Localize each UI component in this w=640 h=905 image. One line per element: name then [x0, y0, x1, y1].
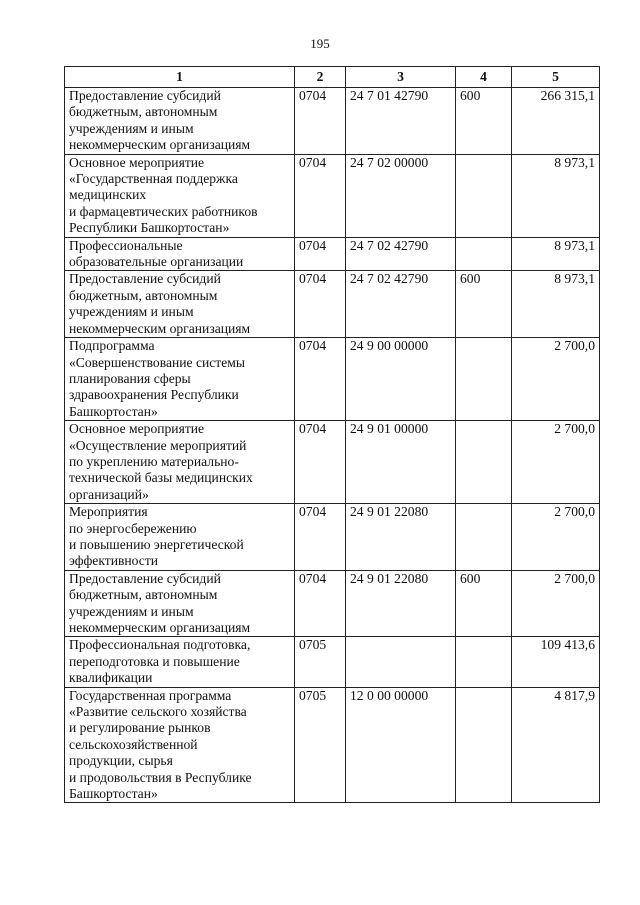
table-row: [65, 338, 600, 421]
row-name: Мероприятия по энергосбережению и повышению энергетической эффективности: [65, 504, 295, 571]
row-amount: 109 413,6: [512, 637, 600, 687]
row-section: 0704: [295, 154, 346, 237]
row-target-item: [346, 637, 456, 687]
row-amount: 2 700,0: [512, 570, 600, 637]
page-number: 195: [310, 36, 330, 51]
row-target-item: 24 9 01 22080: [346, 570, 456, 637]
row-target-item: 24 7 02 42790: [346, 271, 456, 338]
table-row: [65, 570, 600, 637]
row-expense-type: [456, 637, 512, 687]
row-expense-type: [456, 338, 512, 421]
row-name: Предоставление субсидий бюджетным, автономным учреждениям и иным некоммерческим организациям: [65, 88, 295, 155]
row-amount: 8 973,1: [512, 154, 600, 237]
column-header-expense-type: 4: [456, 67, 512, 88]
row-amount: 2 700,0: [512, 338, 600, 421]
row-name: Профессиональная подготовка, переподготовка и повышение квалификации: [65, 637, 295, 687]
row-amount: 2 700,0: [512, 421, 600, 504]
column-header-amount: 5: [512, 67, 600, 88]
table-row: [65, 154, 600, 237]
row-expense-type: [456, 687, 512, 803]
budget-table: [64, 66, 600, 803]
row-name: Профессиональные образовательные организации: [65, 237, 295, 271]
table-row: [65, 421, 600, 504]
table-row: [65, 88, 600, 155]
row-section: 0704: [295, 570, 346, 637]
row-section: 0704: [295, 338, 346, 421]
row-target-item: 24 9 00 00000: [346, 338, 456, 421]
row-amount: 4 817,9: [512, 687, 600, 803]
column-header-section: 2: [295, 67, 346, 88]
row-expense-type: [456, 504, 512, 571]
row-section: 0704: [295, 421, 346, 504]
row-amount: 8 973,1: [512, 237, 600, 271]
row-expense-type: 600: [456, 271, 512, 338]
row-amount: 8 973,1: [512, 271, 600, 338]
row-amount: 266 315,1: [512, 88, 600, 155]
row-target-item: 12 0 00 00000: [346, 687, 456, 803]
row-expense-type: [456, 237, 512, 271]
row-target-item: 24 7 01 42790: [346, 88, 456, 155]
column-header-name: 1: [65, 67, 295, 88]
table-header-row: [65, 67, 600, 88]
row-target-item: 24 9 01 22080: [346, 504, 456, 571]
table-row: [65, 637, 600, 687]
table-row: [65, 271, 600, 338]
row-section: 0704: [295, 271, 346, 338]
row-name: Предоставление субсидий бюджетным, автономным учреждениям и иным некоммерческим организациям: [65, 570, 295, 637]
row-target-item: 24 7 02 42790: [346, 237, 456, 271]
row-name: Подпрограмма «Совершенствование системы планирования сферы здравоохранения Республики Башкортостан»: [65, 338, 295, 421]
row-section: 0705: [295, 687, 346, 803]
row-amount: 2 700,0: [512, 504, 600, 571]
row-target-item: 24 9 01 00000: [346, 421, 456, 504]
row-expense-type: 600: [456, 570, 512, 637]
table-row: [65, 237, 600, 271]
table-row: [65, 504, 600, 571]
column-header-target-item: 3: [346, 67, 456, 88]
row-name: Государственная программа «Развитие сельского хозяйства и регулирование рынков сельскохозяйственной продукции, сырья и продовольствия в Республике Башкортостан»: [65, 687, 295, 803]
row-expense-type: 600: [456, 88, 512, 155]
table-row: [65, 687, 600, 803]
row-section: 0705: [295, 637, 346, 687]
row-name: Основное мероприятие «Государственная поддержка медицинских и фармацевтических работников Республики Башкортостан»: [65, 154, 295, 237]
row-name: Предоставление субсидий бюджетным, автономным учреждениям и иным некоммерческим организациям: [65, 271, 295, 338]
row-section: 0704: [295, 88, 346, 155]
row-section: 0704: [295, 237, 346, 271]
row-section: 0704: [295, 504, 346, 571]
row-expense-type: [456, 154, 512, 237]
row-name: Основное мероприятие «Осуществление мероприятий по укреплению материально- технической базы медицинских организаций»: [65, 421, 295, 504]
row-expense-type: [456, 421, 512, 504]
row-target-item: 24 7 02 00000: [346, 154, 456, 237]
